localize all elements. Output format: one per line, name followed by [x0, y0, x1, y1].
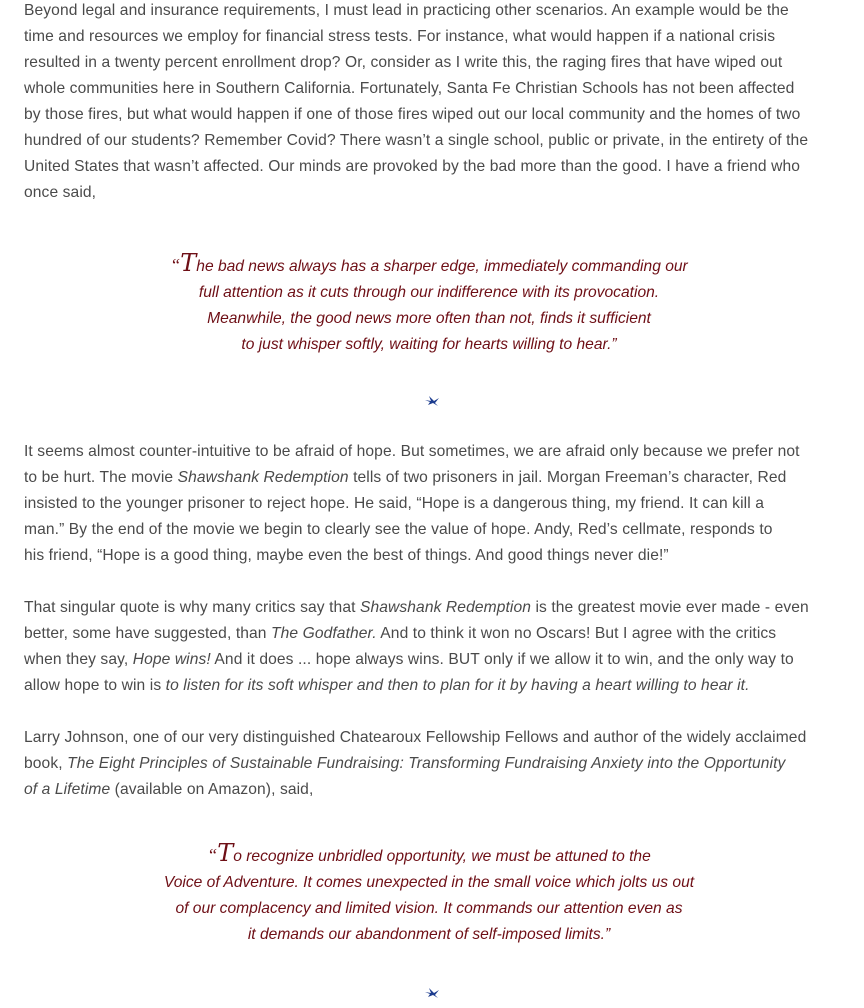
- quote-line: [0, 870, 861, 896]
- paragraph-1: [24, 0, 808, 206]
- text-segment: insisted to the younger prisoner to reject hope. He said, “Hope is a dangerous thing, my friend. It can kill a: [24, 495, 764, 512]
- text-segment: That singular quote is why many critics say that: [24, 599, 360, 616]
- quote-line: [0, 896, 861, 922]
- paragraph-2: [24, 439, 800, 569]
- text-segment: And it does ... hope always wins. BUT only if we allow it to win, and the only way to: [210, 651, 794, 668]
- text-line: [24, 647, 809, 673]
- text-segment: once said,: [24, 184, 97, 201]
- decorative-initial: T: [217, 839, 234, 867]
- text-segment: Beyond legal and insurance requirements, I must lead in practicing other scenarios. An example would be the: [24, 2, 789, 19]
- swallow-bird-icon: [424, 987, 440, 999]
- text-segment: when they say,: [24, 651, 133, 668]
- quote-line: [0, 306, 861, 332]
- text-segment: book,: [24, 755, 68, 772]
- quote-1: [0, 249, 864, 358]
- text-segment: hundred of our students? Remember Covid? There wasn’t a single school, public or private, in the entirety of the: [24, 132, 809, 149]
- text-line: [24, 491, 800, 517]
- text-line: [24, 621, 809, 647]
- paragraph-4: [24, 725, 806, 803]
- text-line: [24, 595, 809, 621]
- italic-text: The Godfather.: [271, 625, 377, 642]
- paragraph-3: [24, 595, 809, 699]
- text-line: [24, 0, 808, 24]
- text-segment: And to think it won no Oscars! But I agree with the critics: [376, 625, 777, 642]
- italic-text: Shawshank Redemption: [359, 599, 532, 616]
- quote-line: [0, 839, 861, 870]
- quote-2: [0, 839, 864, 948]
- open-quote-mark: “: [170, 255, 181, 275]
- quote-text: Voice of Adventure. It comes unexpected in the small voice which jolts us out: [163, 874, 695, 891]
- text-line: [24, 76, 808, 102]
- italic-text: Hope wins!: [132, 651, 211, 668]
- text-line: [24, 751, 806, 777]
- open-quote-mark: “: [207, 845, 218, 865]
- text-segment: his friend, “Hope is a good thing, maybe even the best of things. And good things never die!”: [24, 547, 669, 564]
- quote-line: [0, 249, 861, 280]
- quote-line: [0, 280, 861, 306]
- text-line: [24, 50, 808, 76]
- text-segment: Larry Johnson, one of our very distinguished Chatearoux Fellowship Fellows and author of the widely acclaimed: [24, 729, 807, 746]
- text-line: [24, 777, 806, 803]
- text-segment: resulted in a twenty percent enrollment drop? Or, consider as I write this, the raging fires that have wiped out: [24, 54, 783, 71]
- text-line: [24, 673, 809, 699]
- italic-text: of a Lifetime: [24, 781, 111, 798]
- text-line: [24, 102, 808, 128]
- italic-text: The Eight Principles of Sustainable Fundraising: Transforming Fundraising Anxiety into the Opportunity: [67, 755, 786, 772]
- quote-text: to just whisper softly, waiting for hearts willing to hear.”: [241, 336, 617, 353]
- text-segment: whole communities here in Southern California. Fortunately, Santa Fe Christian Schools has not been affected: [24, 80, 795, 97]
- quote-line: [0, 332, 861, 358]
- italic-text: to listen for its soft whisper and then to plan for it by having a heart willing to hear it.: [165, 677, 750, 694]
- italic-text: Shawshank Redemption: [177, 469, 349, 486]
- text-segment: to be hurt. The movie: [24, 469, 178, 486]
- swallow-bird-icon: [424, 395, 440, 407]
- text-line: [24, 543, 800, 569]
- text-line: [24, 439, 800, 465]
- text-segment: time and resources we employ for financial stress tests. For instance, what would happen if a national crisis: [24, 28, 776, 45]
- text-line: [24, 465, 800, 491]
- quote-text: it demands our abandonment of self-imposed limits.”: [247, 926, 611, 943]
- text-line: [24, 517, 800, 543]
- text-line: [24, 128, 808, 154]
- text-segment: is the greatest movie ever made - even: [531, 599, 809, 616]
- text-segment: (available on Amazon), said,: [110, 781, 314, 798]
- quote-text: Meanwhile, the good news more often than not, finds it sufficient: [207, 310, 651, 327]
- text-segment: tells of two prisoners in jail. Morgan Freeman’s character, Red: [348, 469, 787, 486]
- text-line: [24, 24, 808, 50]
- text-line: [24, 180, 808, 206]
- quote-text: full attention as it cuts through our indifference with its provocation.: [198, 284, 660, 301]
- text-segment: United States that wasn’t affected. Our minds are provoked by the bad more than the good. I have a friend who: [24, 158, 801, 175]
- text-segment: better, some have suggested, than: [24, 625, 271, 642]
- text-line: [24, 725, 806, 751]
- text-segment: allow hope to win is: [24, 677, 166, 694]
- text-segment: It seems almost counter-intuitive to be afraid of hope. But sometimes, we are afraid only because we prefer not: [24, 443, 800, 460]
- quote-line: [0, 922, 861, 948]
- decorative-initial: T: [180, 249, 197, 277]
- text-line: [24, 154, 808, 180]
- text-segment: by those fires, but what would happen if one of those fires wiped out our local community and the homes of two: [24, 106, 801, 123]
- quote-text: of our complacency and limited vision. It commands our attention even as: [175, 900, 683, 917]
- text-segment: man.” By the end of the movie we begin to clearly see the value of hope. Andy, Red’s cellmate, responds to: [24, 521, 773, 538]
- quote-text: he bad news always has a sharper edge, immediately commanding our: [196, 258, 688, 275]
- quote-text: o recognize unbridled opportunity, we must be attuned to the: [233, 848, 651, 865]
